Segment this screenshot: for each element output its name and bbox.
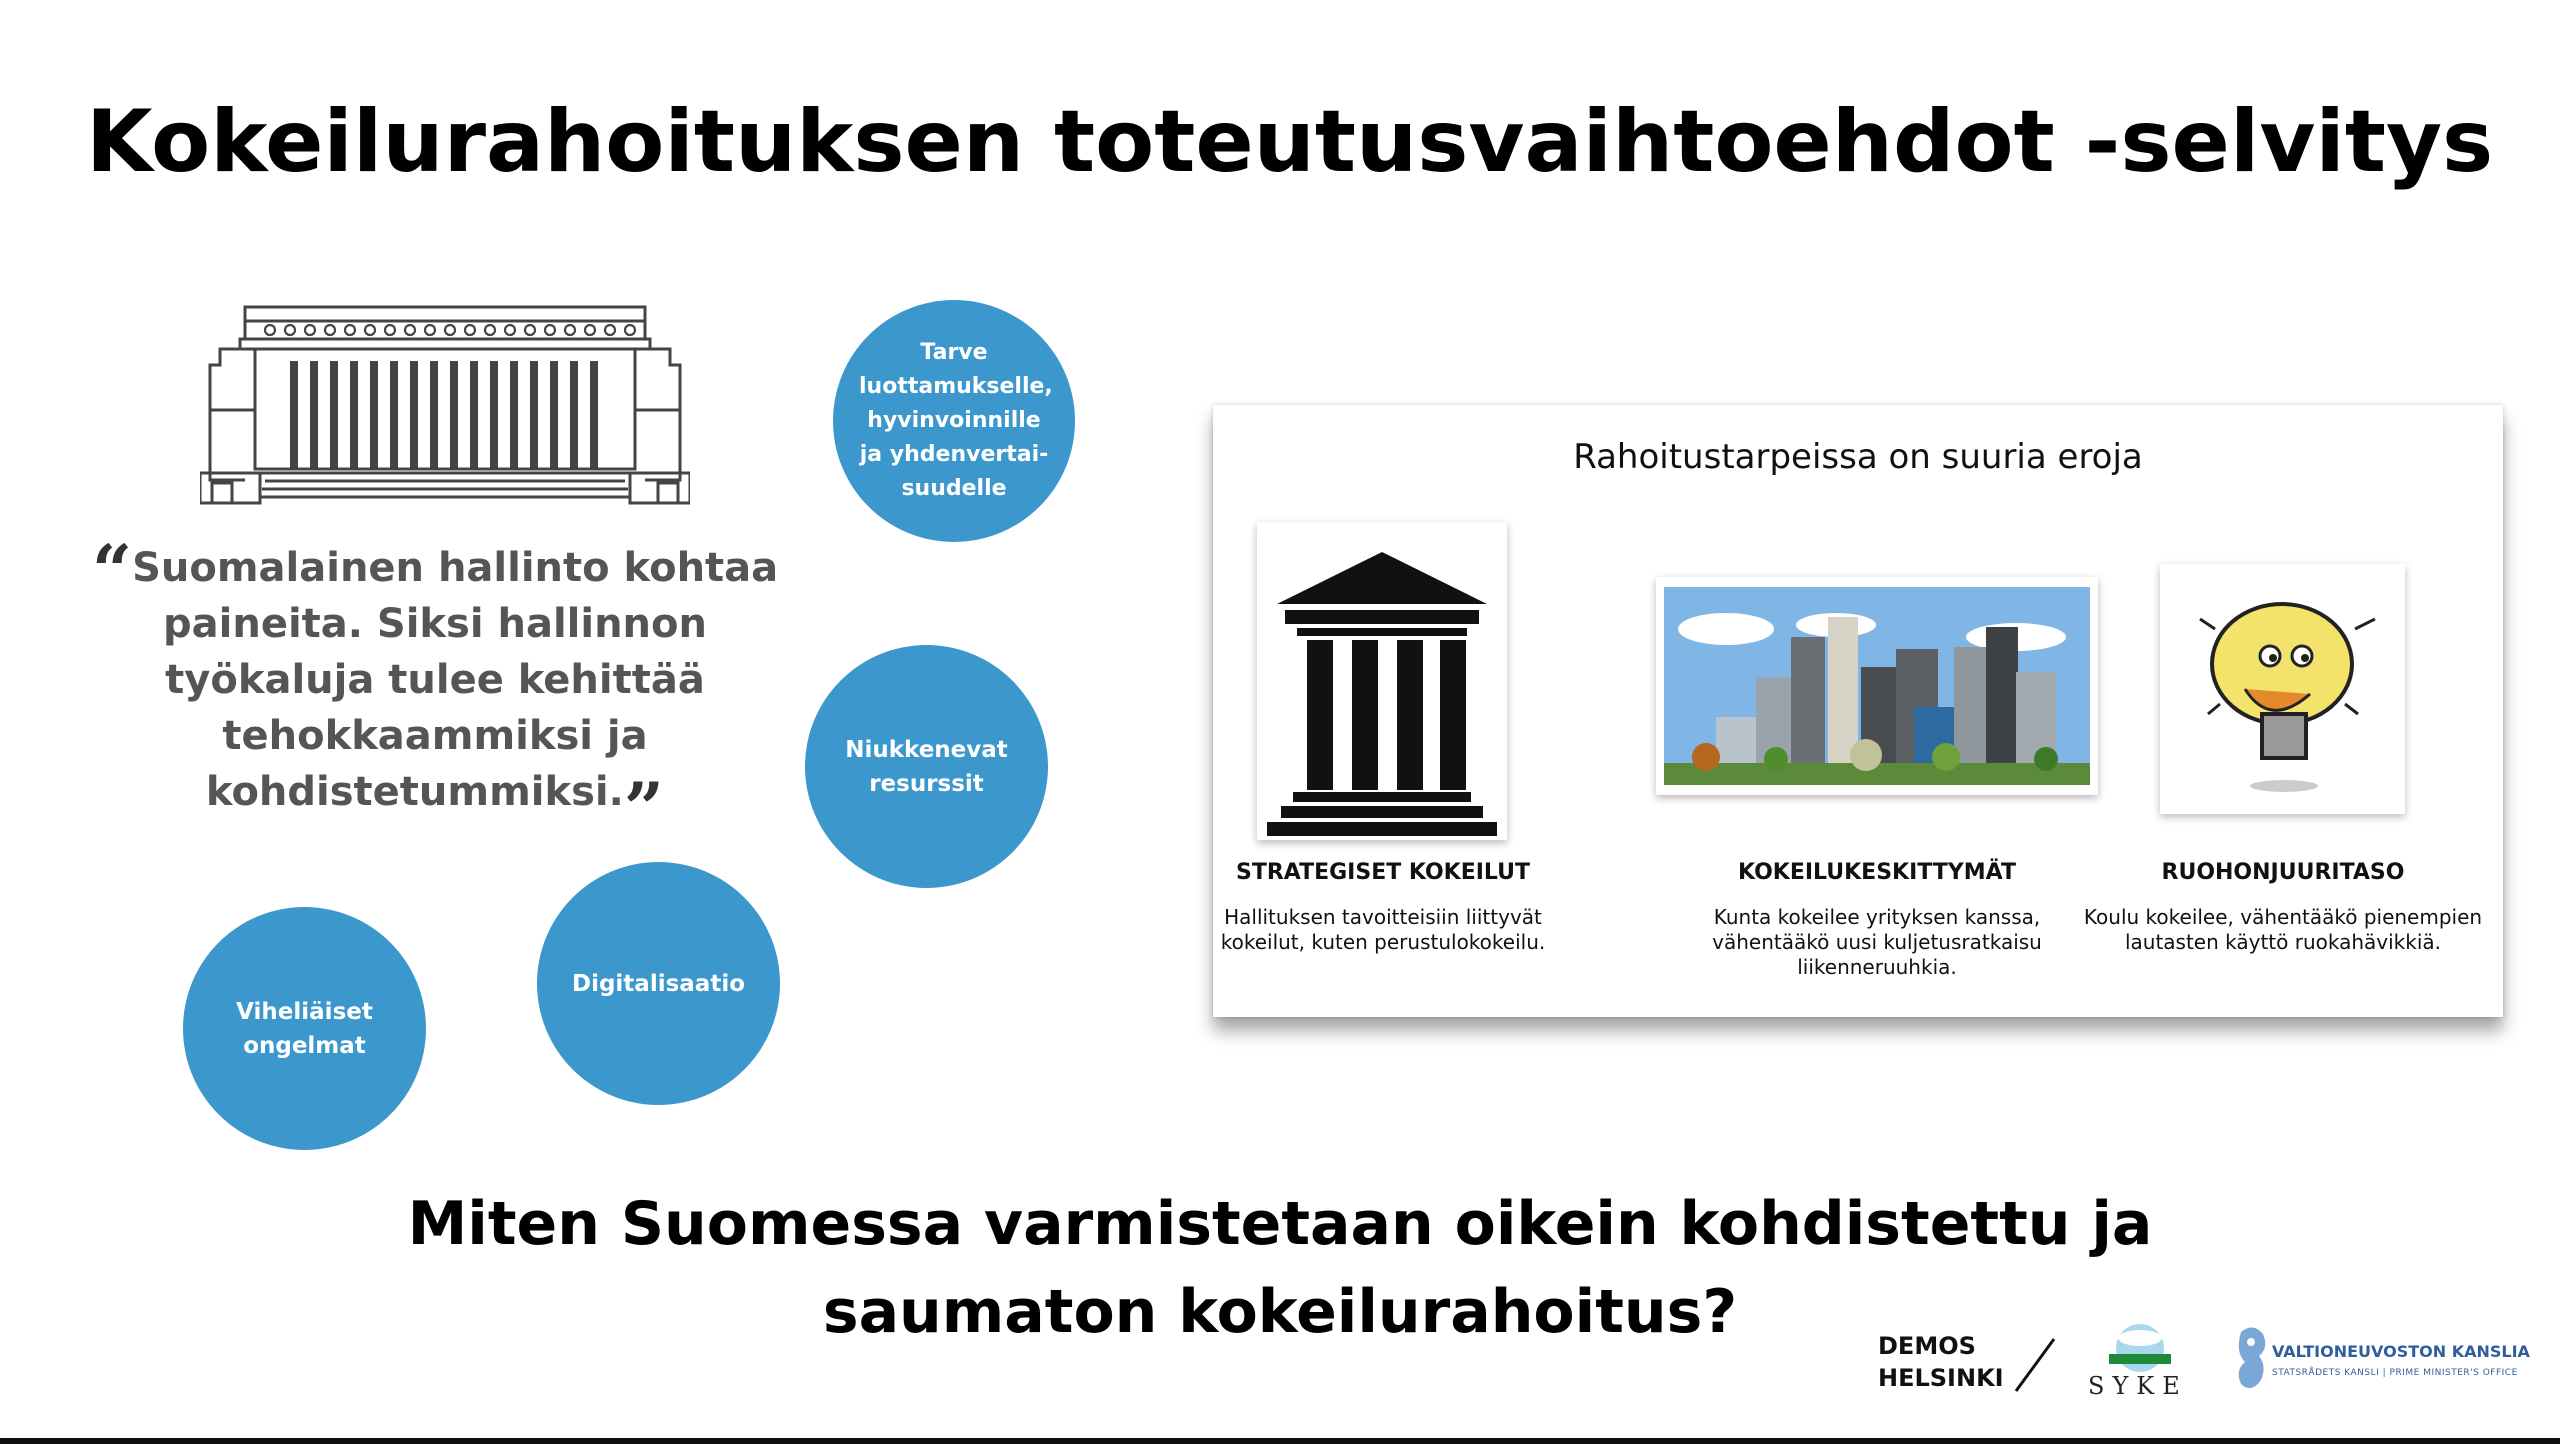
vnk-logo-name: VALTIONEUVOSTON KANSLIA bbox=[2272, 1342, 2530, 1361]
lion-crest-icon bbox=[2233, 1322, 2271, 1397]
demos-logo-line2: HELSINKI bbox=[1878, 1364, 2004, 1392]
column-desc-grassroots: Koulu kokeilee, vähentääkö pienempien lautasten käyttö ruokahävikkiä. bbox=[2083, 905, 2483, 954]
bubble-digitalization-label: Digitalisaatio bbox=[571, 970, 746, 997]
quote-text: Suomalainen hallinto kohtaa paineita. Siksi hallinnon työkaluja tulee kehittää tehokkaammiksi ja kohdistetummiksi. bbox=[132, 545, 779, 815]
city-skyline-icon bbox=[1656, 577, 2098, 795]
syke-emblem-icon bbox=[2105, 1320, 2175, 1375]
bubble-trust bbox=[833, 300, 1075, 542]
page-title: Kokeilurahoituksen toteutusvaihtoehdot -selvitys bbox=[86, 92, 2494, 192]
vnk-logo-subtitle: STATSRÅDETS KANSLI | PRIME MINISTER'S OFFICE bbox=[2272, 1368, 2518, 1378]
syke-logo-text: SYKE bbox=[2088, 1372, 2188, 1400]
column-desc-strategic: Hallituksen tavoitteisiin liittyvät kokeilut, kuten perustulokokeilu. bbox=[1220, 905, 1546, 954]
bubble-resources bbox=[805, 645, 1048, 888]
city-image bbox=[1656, 577, 2098, 795]
bottom-divider bbox=[0, 1438, 2560, 1444]
bubble-digitalization bbox=[537, 862, 780, 1105]
demos-slash-icon bbox=[2010, 1335, 2060, 1395]
key-question bbox=[0, 1180, 2560, 1356]
temple-icon bbox=[1257, 522, 1507, 840]
bubble-wicked-label: Viheliäiset ongelmat bbox=[236, 998, 373, 1059]
quote-block bbox=[70, 529, 800, 850]
temple-image bbox=[1257, 522, 1507, 840]
demos-helsinki-logo bbox=[1878, 1330, 2004, 1394]
column-title-grassroots: RUOHONJUURITASO bbox=[2161, 860, 2405, 885]
open-quote-mark: “ bbox=[91, 529, 133, 612]
close-quote-mark: ” bbox=[623, 767, 665, 850]
funding-needs-card bbox=[1213, 405, 2503, 1017]
bubble-trust-label: Tarve luottamukselle, hyvinvoinnille ja yhdenvertai-suudelle bbox=[859, 340, 1053, 501]
lightbulb-image bbox=[2160, 564, 2405, 814]
parliament-building-icon bbox=[200, 305, 690, 505]
column-desc-hubs: Kunta kokeilee yrityksen kanssa, vähentääkö uusi kuljetusratkaisu liikenneruuhkia. bbox=[1712, 905, 2042, 979]
bubble-wicked-problems bbox=[183, 907, 426, 1150]
key-question-text: Miten Suomessa varmistetaan oikein kohdistettu ja saumaton kokeilurahoitus? bbox=[407, 1189, 2153, 1347]
column-title-hubs: KOKEILUKESKITTYMÄT bbox=[1738, 860, 2016, 885]
column-title-strategic: STRATEGISET KOKEILUT bbox=[1235, 860, 1531, 885]
demos-logo-line1: DEMOS bbox=[1878, 1332, 1976, 1360]
lightbulb-icon bbox=[2160, 564, 2405, 814]
card-title: Rahoitustarpeissa on suuria eroja bbox=[1573, 437, 2143, 477]
bubble-resources-label: Niukkenevat resurssit bbox=[845, 736, 1008, 797]
